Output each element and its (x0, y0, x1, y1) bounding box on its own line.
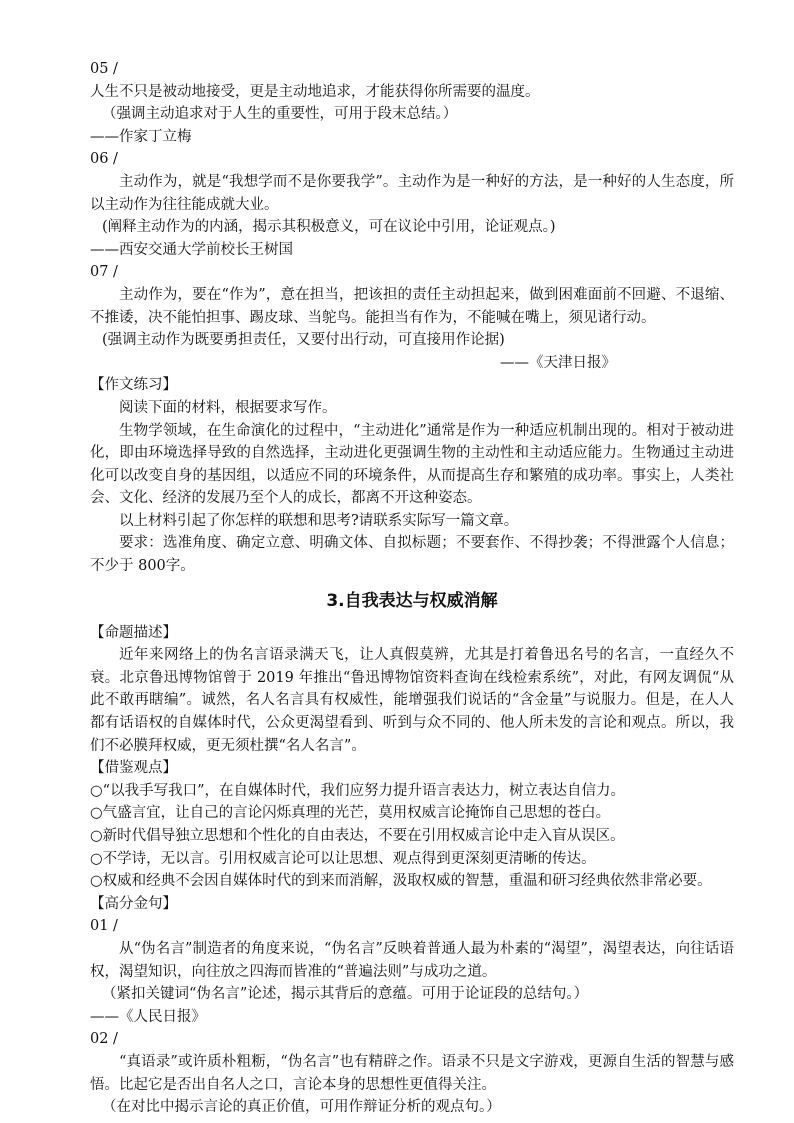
section-title: 3.自我表达与权威消解 (326, 590, 498, 611)
quote-number: 02 / (90, 1031, 118, 1048)
quote-note: (阐释主动作为的内涵，揭示其积极意义，可在议论中引用，论证观点。) (102, 219, 556, 236)
view-item: ○气盛言宜，让自己的言论闪烁真理的光芒，莫用权威言论掩饰自己思想的苍白。 (90, 805, 611, 822)
view-item: ○权威和经典不会因自媒体时代的到来而消解，汲取权威的智慧，重温和研习经典依然非常必要。 (90, 873, 712, 890)
golden-label: 【高分金句】 (90, 895, 177, 912)
quote-source: ——《天津日报》 (500, 354, 616, 371)
view-item: ○新时代倡导独立思想和个性化的自由表达，不要在引用权威言论中走入盲从误区。 (90, 828, 625, 844)
description-label: 【命题描述】 (90, 624, 177, 641)
quote-text: 从“伪名言”制造者的角度来说，“伪名言”反映着普通人最为朴素的“渴望”，渴望表达，向往话语权，渴望知识，向往放之四海而皆准的“普遍法则”与成功之道。 (90, 940, 734, 980)
description-text: 近年来网络上的伪名言语录满天飞，让人真假莫辨，尤其是打着鲁迅名号的名言，一直经久不衰。北京鲁迅博物馆曾于 2019 年推出“鲁迅博物馆资料查询在线检索系统”，对此，有网友调侃“从此不敢再瞎编”。诚然，名人名言具有权威性，能增强我们说话的“含金量”与说服力。但是，在人人都有话语权的自媒体时代，公众更渴望看到、听到与众不同的、他人所未发的言论和观点。所以，我们不必膜拜权威，更无须杜撰“名人名言”。 (90, 647, 734, 754)
exercise-material: 生物学领域，在生命演化的过程中，“主动进化”通常是作为一种适应机制出现的。相对于被动进化，即由环境选择导致的自然选择，主动进化更强调生物的主动性和主动适应能力。生物通过主动进化可以改变自身的基因组，以适应不同的环境条件，从而提高生存和繁殖的成功率。事实上，人类社会、文化、经济的发展乃至个人的成长，都离不开这种姿态。 (90, 422, 734, 507)
quote-number: 06 / (90, 151, 118, 168)
quote-note: （紧扣关键词“伪名言”论述，揭示其背后的意蕴。可用于论证段的总结句。） (102, 986, 589, 1003)
quote-source: ——《人民日报》 (90, 1008, 206, 1025)
exercise-question: 以上材料引起了你怎样的联想和思考?请联系实际写一篇文章。 (119, 512, 519, 529)
quote-number: 07 / (90, 264, 118, 281)
view-item: ○不学诗，无以言。引用权威言论可以让思想、观点得到更深刻更清晰的传达。 (90, 850, 596, 867)
quote-text: 主动作为，就是“我想学而不是你要我学”。主动作为是一种好的方法，是一种好的人生态度，所以主动作为往往能成就大业。 (90, 173, 734, 213)
exercise-requirements: 要求：选准角度、确定立意、明确文体、自拟标题；不要套作、不得抄袭；不得泄露个人信息；不少于 800字。 (90, 535, 734, 575)
quote-number: 01 / (90, 918, 118, 935)
quote-text: 人生不只是被动地接受，更是主动地追求，才能获得你所需要的温度。 (90, 83, 540, 100)
exercise-intro: 阅读下面的材料，根据要求写作。 (119, 399, 337, 416)
quote-text: 主动作为，要在“作为”，意在担当，把该担的责任主动担起来，做到困难面前不回避、不退缩、不推诿，决不能怕担事、踢皮球、当鸵鸟。能担当有作为，不能喊在嘴上，须见诸行动。 (90, 286, 734, 326)
document-page (90, 58, 734, 1119)
quote-source: ——西安交通大学前校长王树国 (90, 241, 293, 258)
quote-note: (强调主动作为既要勇担责任，又要付出行动，可直接用作论据) (102, 332, 505, 349)
quote-source: ——作家丁立梅 (90, 128, 192, 145)
quote-text: “真语录”或许质朴粗粝，“伪名言”也有精辟之作。语录不只是文字游戏，更源自生活的智慧与感悟。比起它是否出自名人之口，言论本身的思想性更值得关注。 (90, 1053, 734, 1093)
quote-note: （强调主动追求对于人生的重要性，可用于段末总结。） (102, 106, 458, 123)
exercise-label: 【作文练习】 (90, 377, 177, 394)
view-item: ○“以我手写我口”，在自媒体时代，我们应努力提升语言表达力，树立表达自信力。 (90, 782, 625, 799)
quote-number: 05 / (90, 61, 118, 77)
views-label: 【借鉴观点】 (90, 760, 177, 777)
quote-note: （在对比中揭示言论的真正价值，可用作辩证分析的观点句。） (102, 1099, 501, 1116)
